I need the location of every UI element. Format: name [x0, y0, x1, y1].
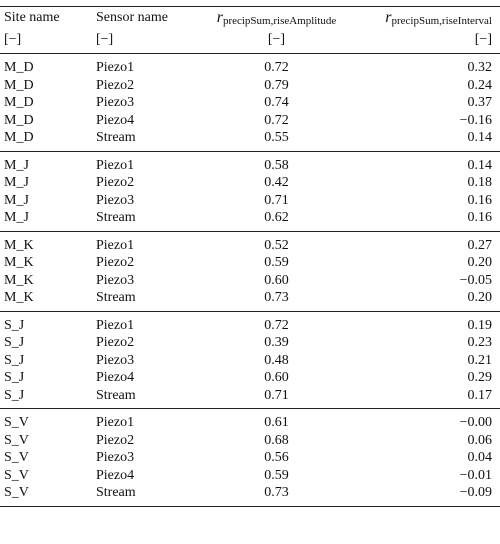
site-cell: S_V — [4, 432, 29, 448]
rise-amplitude-cell: 0.74 — [264, 95, 289, 110]
sensor-cell: Piezo1 — [96, 157, 135, 173]
rise-interval-cell: −0.01 — [459, 467, 492, 483]
rise-amplitude-cell: 0.42 — [264, 175, 289, 190]
rise-interval-cell: −0.09 — [459, 485, 492, 500]
site-cell: M_D — [4, 95, 34, 110]
rise-interval-cell: 0.19 — [467, 317, 492, 333]
site-cell: M_K — [4, 290, 34, 305]
rise-interval-cell: 0.21 — [467, 352, 492, 368]
unit-sensor: [−] — [96, 31, 114, 47]
sensor-cell: Stream — [96, 130, 136, 145]
table-row — [0, 409, 500, 432]
rise-amplitude-cell: 0.39 — [264, 335, 289, 350]
table-row — [0, 352, 500, 370]
rise-interval-cell: 0.18 — [467, 175, 492, 190]
rise-amplitude-cell: 0.48 — [264, 352, 289, 368]
rise-amplitude-cell: 0.61 — [264, 415, 289, 430]
sensor-cell: Piezo2 — [96, 77, 135, 93]
correlation-table — [0, 6, 500, 507]
rise-interval-cell: 0.20 — [467, 255, 492, 270]
rise-amplitude-cell: 0.55 — [264, 130, 289, 145]
header-row-names — [0, 7, 500, 31]
site-cell: M_J — [4, 157, 29, 173]
rise-amplitude-cell: 0.71 — [264, 192, 289, 208]
sensor-cell: Piezo2 — [96, 175, 135, 190]
unit-site: [−] — [4, 31, 22, 47]
table-body — [0, 54, 500, 507]
rise-interval-cell: 0.14 — [467, 157, 492, 173]
table-row — [0, 449, 500, 467]
table-row — [0, 192, 500, 210]
rise-amplitude-cell: 0.60 — [264, 370, 289, 385]
rise-amplitude-cell: 0.72 — [264, 317, 289, 333]
rise-interval-cell: 0.04 — [467, 450, 492, 465]
table-row — [0, 94, 500, 112]
sensor-cell: Stream — [96, 290, 136, 305]
header-sensor-name: Sensor name — [96, 10, 168, 25]
site-cell: M_D — [4, 77, 34, 93]
header-row-units — [0, 31, 500, 54]
header-rise-amplitude — [194, 7, 359, 31]
int-subscript: precipSum,riseInterval — [391, 15, 492, 27]
header-site-name: Site name — [4, 10, 60, 25]
rise-interval-cell: 0.16 — [467, 210, 492, 225]
table-row — [0, 112, 500, 130]
rise-interval-cell: 0.14 — [467, 130, 492, 145]
table-row — [0, 484, 500, 506]
sensor-cell: Stream — [96, 210, 136, 225]
rise-amplitude-cell: 0.68 — [264, 432, 289, 448]
rise-amplitude-cell: 0.56 — [264, 450, 289, 465]
sensor-cell: Piezo2 — [96, 255, 135, 270]
rise-interval-cell: 0.27 — [467, 237, 492, 253]
rise-amplitude-cell: 0.71 — [264, 387, 289, 403]
sensor-cell: Piezo3 — [96, 95, 135, 110]
site-cell: M_K — [4, 237, 34, 253]
rise-interval-cell: 0.20 — [467, 290, 492, 305]
sensor-cell: Stream — [96, 485, 136, 500]
int-symbol: r — [385, 9, 392, 26]
rise-interval-cell: −0.16 — [459, 112, 492, 128]
rise-amplitude-cell: 0.73 — [264, 485, 289, 500]
rise-interval-cell: 0.37 — [467, 95, 492, 110]
site-cell: S_V — [4, 415, 29, 430]
sensor-cell: Piezo3 — [96, 352, 135, 368]
table-row — [0, 289, 500, 311]
rise-interval-cell: 0.29 — [467, 370, 492, 385]
table-row — [0, 272, 500, 290]
rise-interval-cell: 0.16 — [467, 192, 492, 208]
unit-interval: [−] — [474, 31, 492, 47]
site-cell: S_V — [4, 485, 29, 500]
site-cell: S_J — [4, 335, 25, 350]
site-cell: S_J — [4, 370, 25, 385]
amp-subscript: precipSum,riseAmplitude — [222, 15, 337, 27]
unit-amplitude: [−] — [267, 31, 286, 47]
rise-interval-cell: −0.05 — [459, 272, 492, 288]
site-cell: M_K — [4, 255, 34, 270]
site-cell: M_J — [4, 192, 29, 208]
table-row — [0, 334, 500, 352]
site-cell: S_V — [4, 467, 29, 483]
site-cell: M_D — [4, 130, 34, 145]
table-row — [0, 231, 500, 254]
table-row — [0, 209, 500, 231]
site-cell: S_J — [4, 317, 25, 333]
sensor-cell: Piezo1 — [96, 415, 135, 430]
table-row — [0, 432, 500, 450]
table-row — [0, 151, 500, 174]
sensor-cell: Piezo2 — [96, 335, 135, 350]
rise-amplitude-cell: 0.60 — [264, 272, 289, 288]
site-cell: M_K — [4, 272, 34, 288]
rise-interval-cell: −0.00 — [459, 415, 492, 430]
rise-amplitude-cell: 0.52 — [264, 237, 289, 253]
site-cell: S_J — [4, 352, 25, 368]
rise-amplitude-cell: 0.73 — [264, 290, 289, 305]
site-cell: M_J — [4, 175, 29, 190]
sensor-cell: Piezo3 — [96, 192, 135, 208]
table-row — [0, 54, 500, 77]
table-row — [0, 387, 500, 409]
sensor-cell: Piezo4 — [96, 112, 135, 128]
header-rise-interval — [359, 7, 500, 31]
rise-amplitude-cell: 0.79 — [264, 77, 289, 93]
site-cell: M_J — [4, 210, 29, 225]
site-cell: M_D — [4, 112, 34, 128]
rise-interval-cell: 0.32 — [467, 60, 492, 75]
sensor-cell: Piezo3 — [96, 450, 135, 465]
table-row — [0, 311, 500, 334]
sensor-cell: Stream — [96, 387, 136, 403]
site-cell: S_V — [4, 450, 29, 465]
sensor-cell: Piezo4 — [96, 370, 135, 385]
rise-amplitude-cell: 0.58 — [264, 157, 289, 173]
table-row — [0, 467, 500, 485]
table-row — [0, 369, 500, 387]
rise-interval-cell: 0.23 — [467, 335, 492, 350]
table-row — [0, 129, 500, 151]
rise-amplitude-cell: 0.72 — [264, 112, 289, 128]
table-row — [0, 174, 500, 192]
sensor-cell: Piezo1 — [96, 60, 135, 75]
rise-interval-cell: 0.06 — [467, 432, 492, 448]
rise-amplitude-cell: 0.62 — [264, 210, 289, 225]
sensor-cell: Piezo1 — [96, 237, 135, 253]
rise-amplitude-cell: 0.72 — [264, 60, 289, 75]
sensor-cell: Piezo3 — [96, 272, 135, 288]
rise-amplitude-cell: 0.59 — [264, 467, 289, 483]
sensor-cell: Piezo4 — [96, 467, 135, 483]
sensor-cell: Piezo2 — [96, 432, 135, 448]
table-header — [0, 7, 500, 54]
amp-symbol: r — [216, 9, 223, 26]
site-cell: S_J — [4, 387, 25, 403]
table-row — [0, 254, 500, 272]
table-row — [0, 77, 500, 95]
rise-interval-cell: 0.24 — [467, 77, 492, 93]
site-cell: M_D — [4, 60, 34, 75]
rise-amplitude-cell: 0.59 — [264, 255, 289, 270]
sensor-cell: Piezo1 — [96, 317, 135, 333]
rise-interval-cell: 0.17 — [467, 387, 492, 403]
